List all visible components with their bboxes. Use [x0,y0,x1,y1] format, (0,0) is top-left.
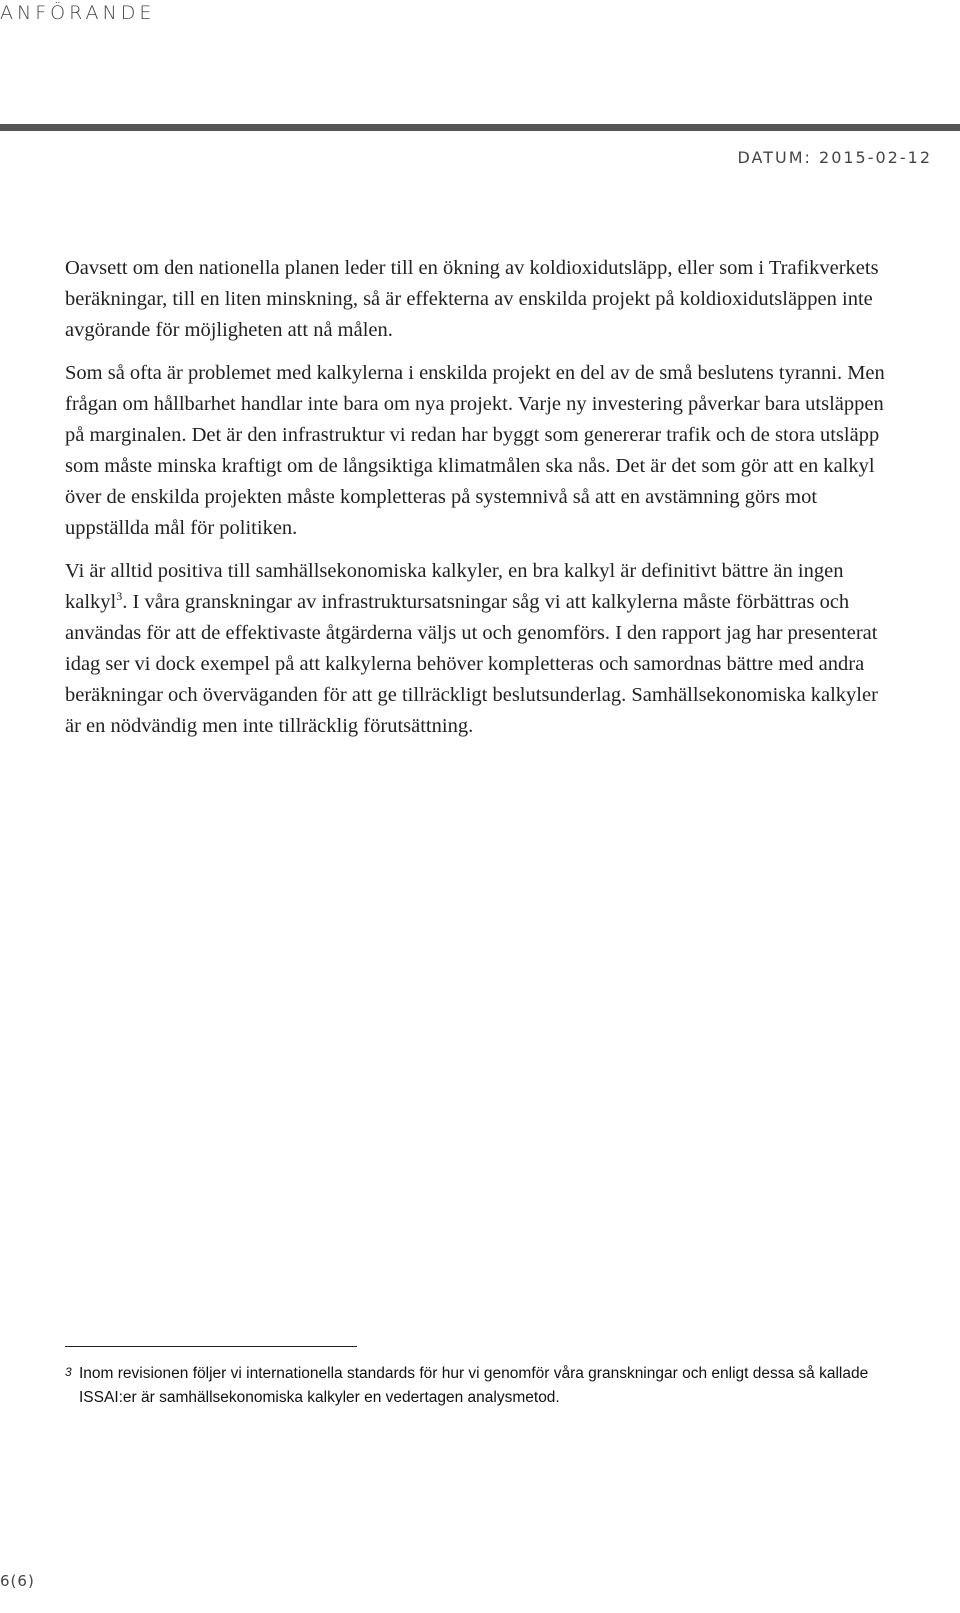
body-text [65,253,895,754]
footnote-divider [65,1346,357,1347]
paragraph-3 [65,556,895,742]
page-number: 6(6) [0,1572,35,1590]
paragraph-3-part-b: . I våra granskningar av infrastruktursatsningar såg vi att kalkylerna måste förbättras och användas för att de effektivaste åtgärderna väljs ut och genomförs. I den rapport jag har presenterat idag ser vi dock exempel på att kalkylerna behöver kompletteras och samordnas bättre med andra beräkningar och överväganden för att ge tillräckligt beslutsunderlag. Samhällsekonomiska kalkyler är en nödvändig men inte tillräcklig förutsättning. [65,591,878,737]
footnote-reference[interactable]: 3 [116,589,123,604]
footnote-number: 3 [65,1365,72,1379]
paragraph-3-part-a: Vi är alltid positiva till samhällsekonomiska kalkyler, en bra kalkyl är definitivt bättre än ingen kalkyl [65,560,844,613]
document-date: DATUM: 2015-02-12 [737,148,932,167]
document-type: ANFÖRANDE [0,2,156,24]
paragraph-1: Oavsett om den nationella planen leder till en ökning av koldioxidutsläpp, eller som i Trafikverkets beräkningar, till en liten minskning, så är effekterna av enskilda projekt på koldioxidutsläppen inte avgörande för möjligheten att nå målen. [65,257,879,341]
footnote [65,1362,885,1410]
paragraph-2: Som så ofta är problemet med kalkylerna i enskilda projekt en del av de små beslutens tyranni. Men frågan om hållbarhet handlar inte bara om nya projekt. Varje ny investering påverkar bara utsläppen på marginalen. Det är den infrastruktur vi redan har byggt som genererar trafik och de stora utsläpp som måste minska kraftigt om de långsiktiga klimatmålen ska nås. Det är det som gör att en kalkyl över de enskilda projekten måste kompletteras på systemnivå så att en avstämning görs mot uppställda mål för politiken. [65,362,885,539]
footnote-text: Inom revisionen följer vi internationella standards för hur vi genomför våra granskningar och enligt dessa så kallade ISSAI:er är samhällsekonomiska kalkyler en vedertagen analysmetod. [79,1365,869,1406]
header-rule [0,124,960,131]
